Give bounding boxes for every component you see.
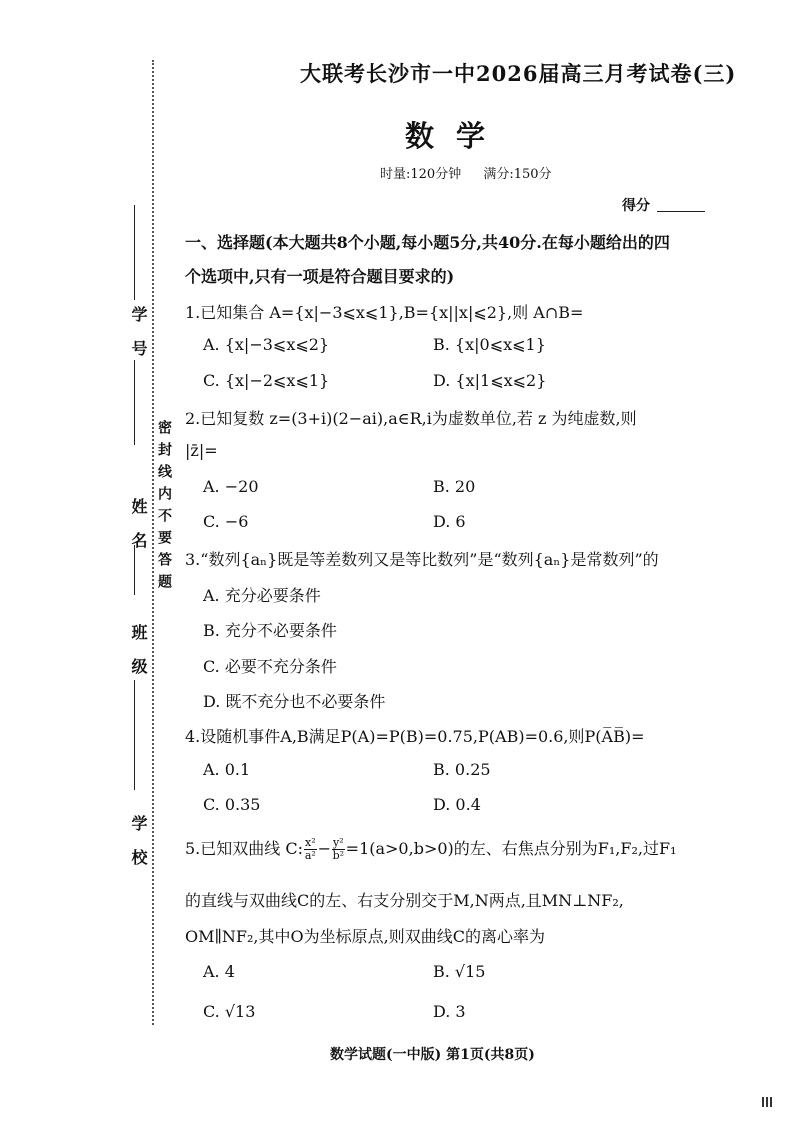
- q5-frac2-den: b²: [332, 849, 345, 862]
- seal-note: 密封线内不要答题: [156, 420, 172, 596]
- q2-option-d[interactable]: D. 6: [433, 512, 466, 531]
- student-id-blank[interactable]: [134, 205, 136, 300]
- q3-option-b[interactable]: B. 充分不必要条件: [203, 621, 337, 640]
- name-blank[interactable]: [134, 545, 136, 595]
- qr-code-icon: [762, 1097, 772, 1107]
- q1-option-b[interactable]: B. {x|0⩽x⩽1}: [433, 335, 546, 354]
- q5-minus: −: [317, 839, 332, 858]
- q5-fraction-x: [304, 837, 317, 862]
- field-student-id: 学号: [129, 306, 148, 374]
- q3-option-c[interactable]: C. 必要不充分条件: [203, 657, 337, 676]
- q5-fraction-y: [332, 837, 345, 862]
- student-id-blank-lower[interactable]: [134, 360, 136, 445]
- subject-title: 数学: [405, 119, 508, 153]
- field-name: 姓名: [129, 498, 148, 566]
- q4-stem: 4.设随机事件A,B满足P(A)=P(B)=0.75,P(AB)=0.6,则P(A̅B̅)=: [185, 727, 645, 746]
- q5-stem: [185, 836, 677, 862]
- exam-title: 大联考长沙市一中2026届高三月考试卷(三): [300, 61, 737, 86]
- class-blank[interactable]: [134, 680, 136, 790]
- q5-option-d[interactable]: D. 3: [433, 1002, 466, 1021]
- q4-option-b[interactable]: B. 0.25: [433, 760, 491, 779]
- field-school: 学校: [129, 815, 148, 883]
- full-score: 满分:150分: [483, 167, 552, 182]
- q4-option-c[interactable]: C. 0.35: [203, 795, 261, 814]
- q5-stem-prefix: 5.已知双曲线 C:: [185, 839, 303, 858]
- q1-stem: 1.已知集合 A={x|−3⩽x⩽1},B={x||x|⩽2},则 A∩B=: [185, 303, 584, 322]
- q2-option-b[interactable]: B. 20: [433, 477, 476, 496]
- q2-stem: 2.已知复数 z=(3+i)(2−ai),a∈R,i为虚数单位,若 z 为纯虚数,则: [185, 409, 637, 428]
- section-heading-cont: 个选项中,只有一项是符合题目要求的): [185, 267, 455, 286]
- score-label: 得分: [622, 198, 650, 214]
- q5-stem-line2: 的直线与双曲线C的左、右支分别交于M,N两点,且MN⊥NF₂,: [185, 891, 624, 910]
- q2-option-c[interactable]: C. −6: [203, 512, 249, 531]
- q4-option-d[interactable]: D. 0.4: [433, 795, 481, 814]
- score-blank[interactable]: [657, 211, 705, 212]
- q1-option-a[interactable]: A. {x|−3⩽x⩽2}: [203, 335, 330, 354]
- q2-stem-cont: |z̄|=: [185, 441, 218, 460]
- q3-option-d[interactable]: D. 既不充分也不必要条件: [203, 692, 386, 711]
- page-footer: 数学试题(一中版) 第1页(共8页): [330, 1047, 535, 1063]
- q5-frac1-num: x²: [305, 836, 316, 849]
- time-limit: 时量:120分钟: [380, 167, 462, 182]
- section-heading: 一、选择题(本大题共8个小题,每小题5分,共40分.在每小题给出的四: [185, 233, 670, 252]
- q5-stem-line3: OM∥NF₂,其中O为坐标原点,则双曲线C的离心率为: [185, 927, 545, 946]
- exam-meta: [380, 163, 570, 182]
- field-class: 班级: [129, 624, 148, 692]
- q3-option-a[interactable]: A. 充分必要条件: [203, 586, 321, 605]
- q3-stem: 3.“数列{aₙ}既是等差数列又是等比数列”是“数列{aₙ}是常数列”的: [185, 550, 659, 569]
- q5-stem-suffix: =1(a>0,b>0)的左、右焦点分别为F₁,F₂,过F₁: [345, 839, 677, 858]
- q1-option-c[interactable]: C. {x|−2⩽x⩽1}: [203, 371, 330, 390]
- q5-option-c[interactable]: C. √13: [203, 1002, 256, 1021]
- q5-option-a[interactable]: A. 4: [203, 962, 235, 981]
- q2-option-a[interactable]: A. −20: [203, 477, 259, 496]
- q5-frac2-num: y²: [333, 836, 344, 849]
- q4-option-a[interactable]: A. 0.1: [203, 760, 251, 779]
- q5-frac1-den: a²: [304, 849, 316, 862]
- q5-option-b[interactable]: B. √15: [433, 962, 486, 981]
- q1-option-d[interactable]: D. {x|1⩽x⩽2}: [433, 371, 547, 390]
